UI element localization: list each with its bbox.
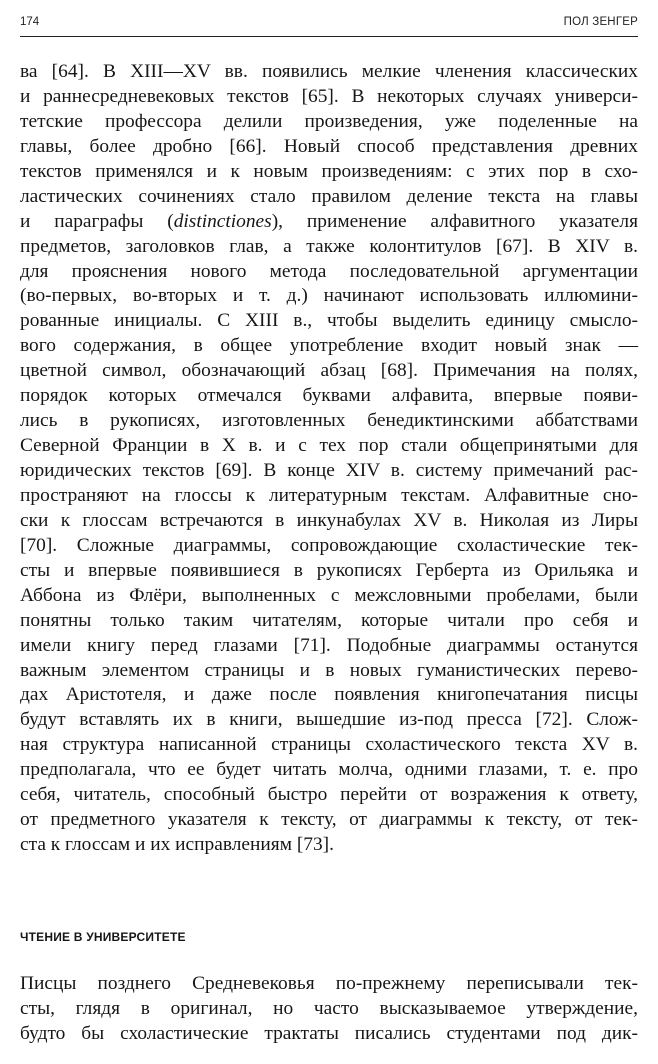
page-number: 174 [20, 16, 40, 28]
text-line: Северной Франции в X в. и с тех пор стали общепринятыми для [20, 435, 638, 457]
text-line: ластических сочинениях стало правилом деление текста на главы [20, 185, 638, 207]
running-header [20, 14, 638, 37]
text-line: и раннесредневековых текстов [65]. В некоторых случаях универси- [20, 85, 638, 107]
text-line: (во-первых, во-вторых и т. д.) начинают использовать иллюмини- [20, 285, 638, 307]
text-line: цветной символ, обозначающий абзац [68]. Примечания на полях, [20, 360, 638, 382]
text-line: сты и впервые появившиеся в рукописях Герберта из Орильяка и [20, 559, 638, 581]
text-line: предполагала, что ее будет читать молча, одними глазами, т. е. про [20, 759, 638, 781]
text-line: лись в рукописях, изготовленных бенедиктинскими аббатствами [20, 410, 638, 432]
text-line: ная структура написанной страницы схоластического текста XV в. [20, 734, 638, 756]
text-line: имели книгу перед глазами [71]. Подобные диаграммы останутся [20, 634, 638, 656]
text-line: рованные инициалы. С XIII в., чтобы выделить единицу смысло- [20, 310, 638, 332]
text-line: вого содержания, в общее употребление входит новый знак — [20, 335, 638, 357]
text-line: сты, глядя в оригинал, но часто высказываемое утверждение, [20, 997, 638, 1019]
text-line: главы, более дробно [66]. Новый способ представления древних [20, 135, 638, 157]
text-line: тетские профессора делили произведения, уже поделенные на [20, 110, 638, 132]
text-line: и параграфы (distinctiones), применение алфавитного указателя [20, 210, 638, 232]
running-title: ПОЛ ЗЕНГЕР [563, 16, 638, 28]
text-line: для прояснения нового метода последовательной аргументации [20, 260, 638, 282]
text-line: Писцы позднего Средневековья по-прежнему переписывали тек- [20, 973, 638, 994]
text-line: ста к глоссам и их исправлениям [73]. [20, 834, 334, 856]
text-line: порядок которых отмечался буквами алфавита, впервые появи- [20, 385, 638, 407]
text-line: текстов применялся и к новым произведениям: с этих пор в схо- [20, 160, 638, 182]
text-line: дах Аристотеля, и даже после появления книгопечатания писцы [20, 684, 638, 706]
text-line: будут вставлять их в книги, вышедшие из-под пресса [72]. Слож- [20, 709, 638, 731]
text-line: от предметного указателя к тексту, от диаграммы к тексту, от тек- [20, 809, 638, 831]
text-line: ски к глоссам встречаются в инкунабулах XV в. Николая из Лиры [20, 509, 638, 531]
latin-term: distinctiones [173, 210, 272, 232]
text-line: пространяют на глоссы к литературным текстам. Алфавитные сно- [20, 484, 638, 506]
text-line: себя, читатель, способный быстро перейти от возражения к ответу, [20, 784, 638, 806]
text-line: юридических текстов [69]. В конце XIV в. систему примечаний рас- [20, 460, 638, 481]
text-line: ва [64]. В XIII—XV вв. появились мелкие членения классических [20, 61, 638, 82]
text-line: [70]. Сложные диаграммы, сопровождающие схоластические тек- [20, 534, 638, 556]
section-heading: ЧТЕНИЕ В УНИВЕРСИТЕТЕ [20, 930, 186, 944]
second-paragraph [20, 972, 638, 1047]
text-line: будто бы схоластические трактаты писались студентами под дик- [20, 1022, 638, 1044]
main-paragraph [20, 60, 638, 858]
text-line: Аббона из Флёри, выполненных с межсловными пробелами, были [20, 584, 638, 606]
text-line: понятны только таким читателям, которые читали про себя и [20, 609, 638, 631]
text-line: важным элементом страницы и в новых гуманистических перево- [20, 659, 638, 681]
text-line: предметов, заголовков глав, а также колонтитулов [67]. В XIV в. [20, 235, 638, 257]
